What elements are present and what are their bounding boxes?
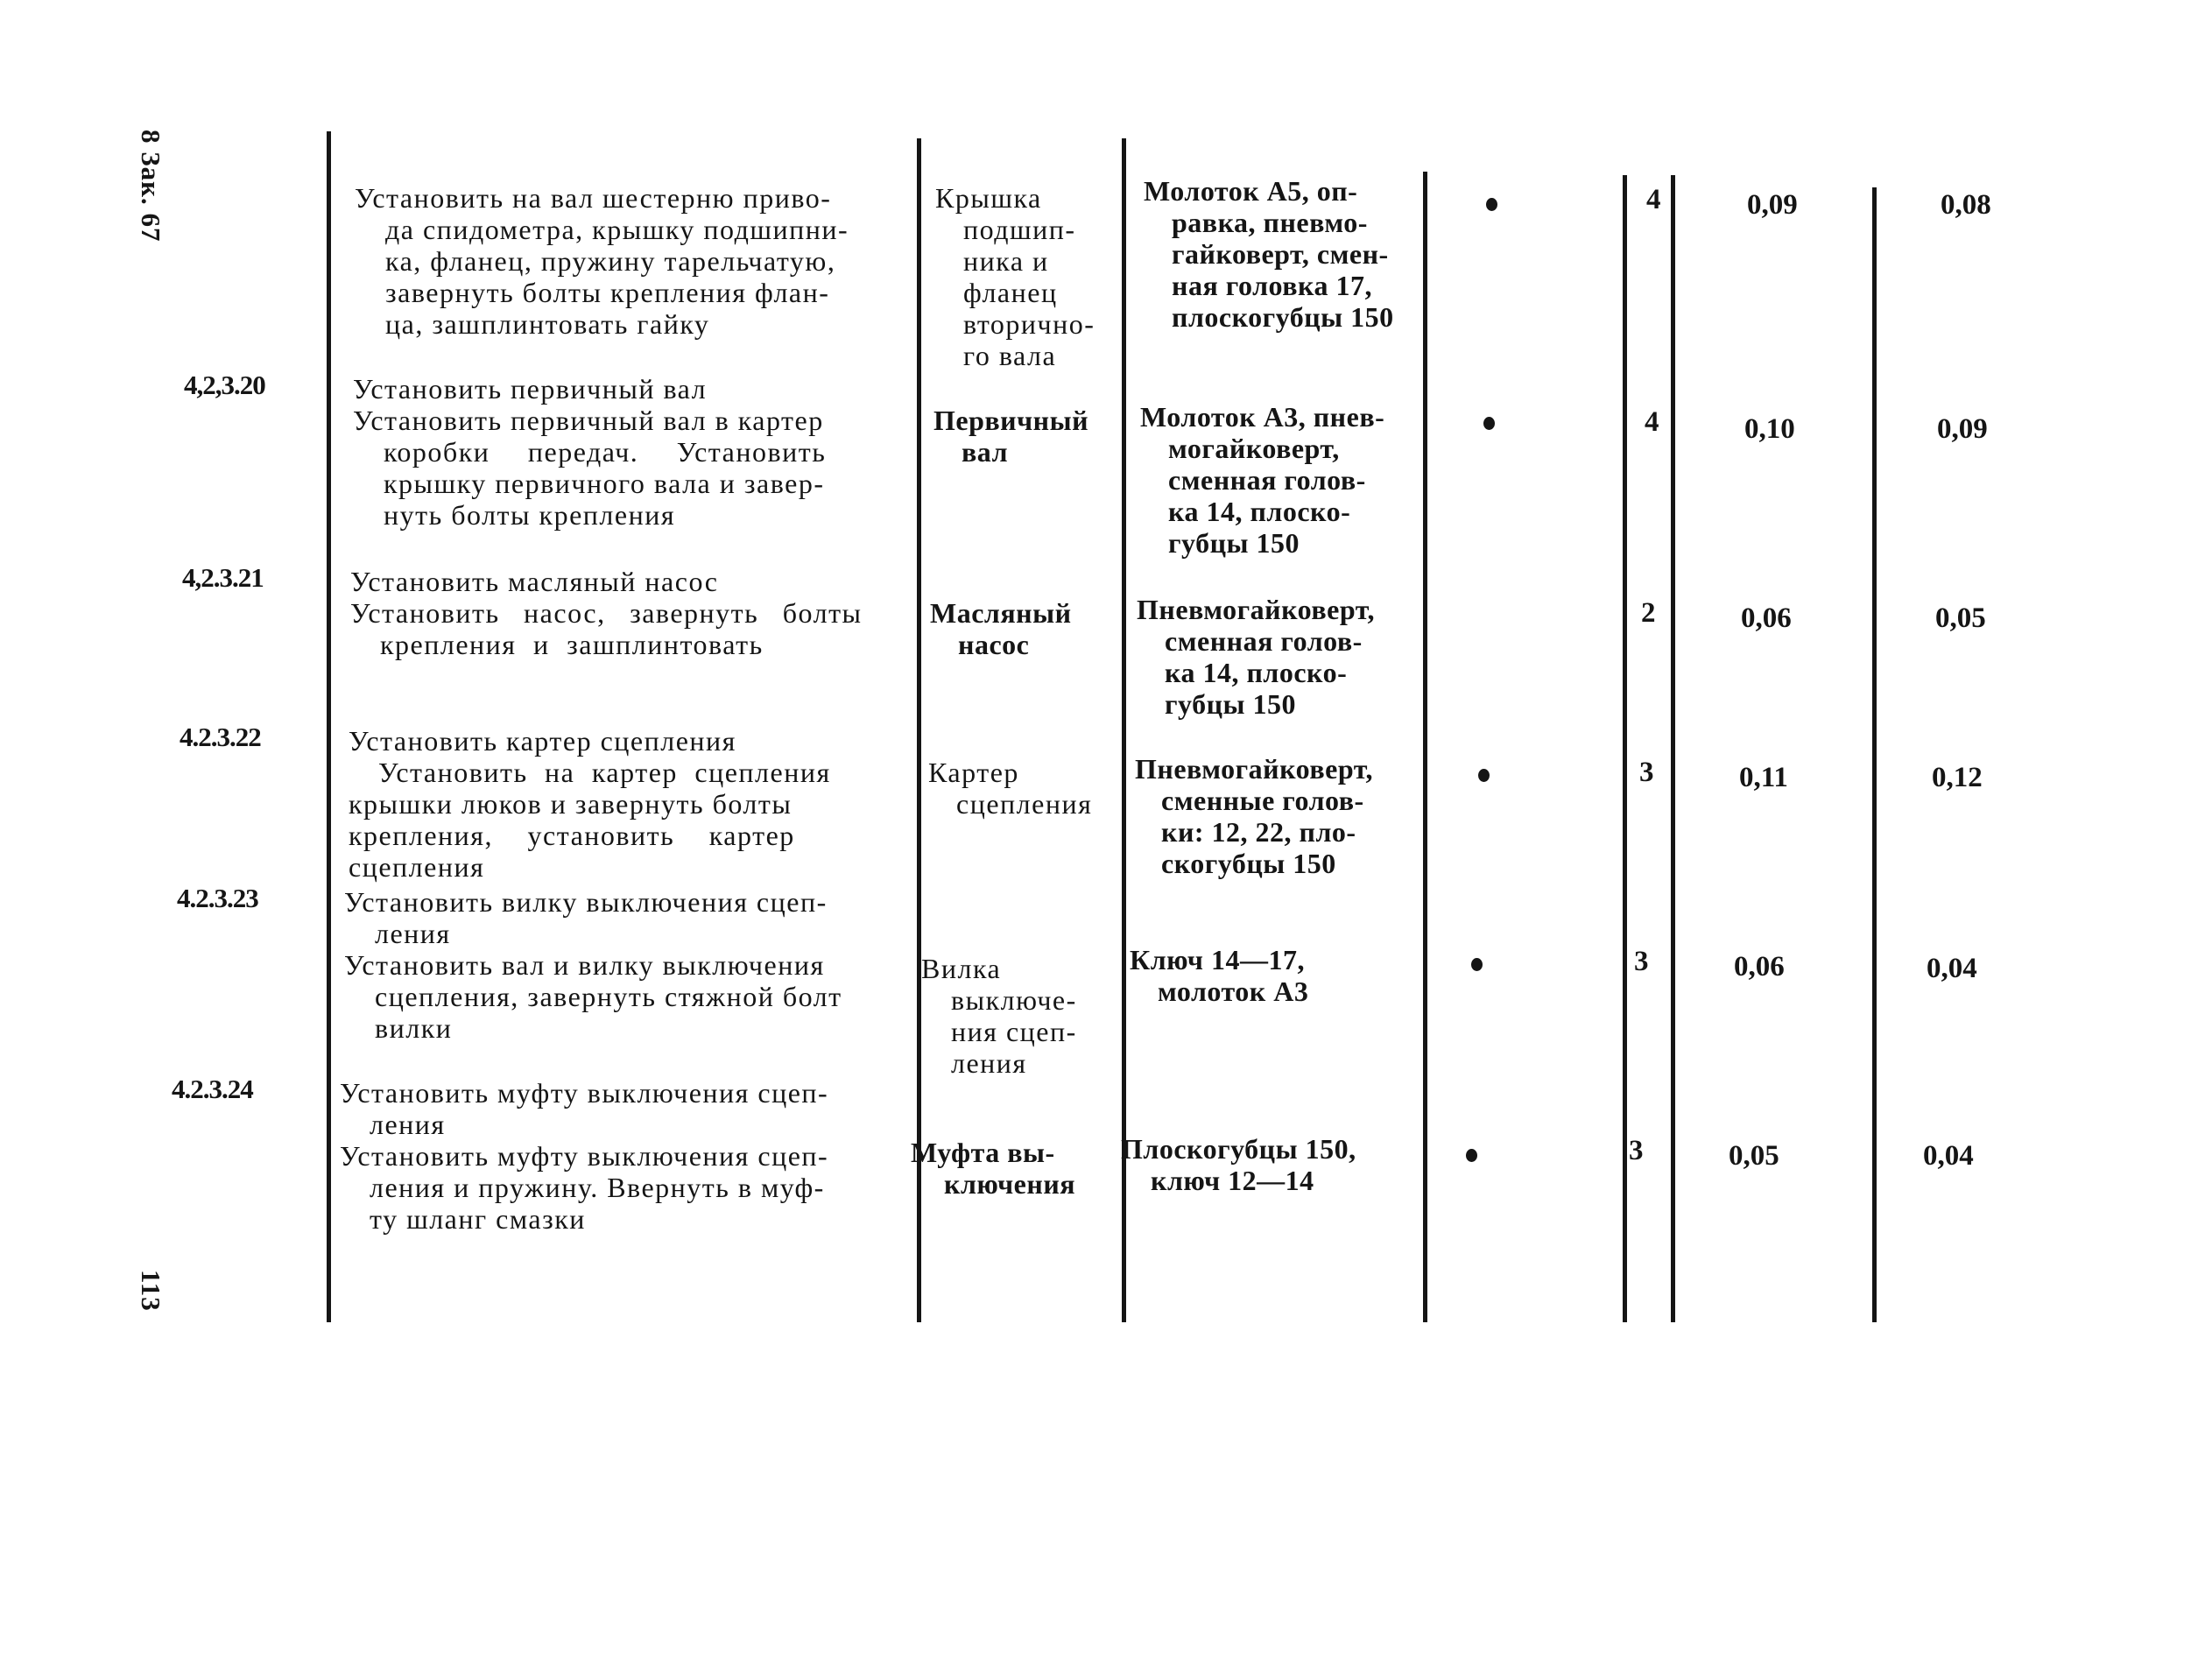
work-line: завернуть болты крепления флан- xyxy=(385,277,830,308)
tools-line: сменная голов- xyxy=(1168,464,1366,496)
work-line: ления xyxy=(375,918,451,949)
mark-dot xyxy=(1478,769,1490,782)
work-line: ка, фланец, пружину тарельчатую, xyxy=(385,245,836,277)
part-line: ключения xyxy=(944,1168,1076,1200)
row-heading: Установить масляный насос xyxy=(350,566,719,597)
tools-line: ки: 12, 22, пло- xyxy=(1161,816,1356,848)
tools-line: равка, пневмо- xyxy=(1172,207,1368,238)
time-b-value: 0,08 xyxy=(1941,189,1991,221)
tools-line: Молоток А3, пнев- xyxy=(1140,401,1385,433)
table-rule-4 xyxy=(1423,172,1427,1322)
part-line: сцепления xyxy=(956,788,1093,820)
part-line: Крышка xyxy=(935,182,1042,214)
table-rule-7 xyxy=(1872,187,1877,1322)
work-line: ца, зашплинтовать гайку xyxy=(385,308,710,340)
work-line: сцепления xyxy=(349,851,485,883)
grade-value: 3 xyxy=(1629,1135,1644,1166)
time-b-value: 0,04 xyxy=(1923,1140,1974,1172)
work-line: крепления, установить картер xyxy=(349,820,795,851)
tools-line: Молоток А5, оп- xyxy=(1144,175,1358,207)
work-line: ту шланг смазки xyxy=(370,1203,586,1235)
tools-line: Плоскогубцы 150, xyxy=(1121,1133,1356,1165)
part-line: выключе- xyxy=(951,984,1077,1016)
tools-line: губцы 150 xyxy=(1168,527,1300,559)
tools-line: Ключ 14—17, xyxy=(1130,944,1305,975)
work-line: Установить вилку выключения сцеп- xyxy=(344,886,828,918)
row-code: 4,2.3.21 xyxy=(182,562,264,593)
row-heading: Установить картер сцепления xyxy=(349,725,736,757)
work-line: крышку первичного вала и завер- xyxy=(384,468,825,499)
work-line: да спидометра, крышку подшипни- xyxy=(385,214,849,245)
work-line: Установить муфту выключения сцеп- xyxy=(340,1140,829,1172)
time-a-value: 0,06 xyxy=(1734,951,1785,982)
part-line: Масляный xyxy=(930,597,1072,629)
mark-dot xyxy=(1483,417,1495,430)
work-line: Установить первичный вал в картер xyxy=(353,405,824,436)
tools-line: Пневмогайковерт, xyxy=(1137,594,1375,625)
work-line: вилки xyxy=(375,1012,453,1044)
tools-line: сменная голов- xyxy=(1165,625,1363,657)
time-b-value: 0,09 xyxy=(1937,413,1988,445)
tools-line: ключ 12—14 xyxy=(1151,1165,1314,1196)
work-line: Установить вал и вилку выключения xyxy=(344,949,825,981)
part-line: насос xyxy=(958,629,1030,660)
tools-line: могайковерт, xyxy=(1168,433,1340,464)
work-line: Установить насос, завернуть болты xyxy=(350,597,863,629)
work-line: ления и пружину. Ввернуть в муф- xyxy=(370,1172,825,1203)
tools-line: ка 14, плоско- xyxy=(1165,657,1348,688)
work-line: Установить на вал шестерню приво- xyxy=(355,182,832,214)
grade-value: 4 xyxy=(1646,184,1661,215)
row-code: 4.2.3.22 xyxy=(180,722,261,752)
time-a-value: 0,05 xyxy=(1729,1140,1779,1172)
grade-value: 4 xyxy=(1645,406,1659,438)
time-b-value: 0,12 xyxy=(1932,762,1983,793)
row-code: 4.2.3.23 xyxy=(177,883,258,913)
part-line: фланец xyxy=(963,277,1058,308)
part-line: вал xyxy=(962,436,1009,468)
table-rule-1 xyxy=(327,131,331,1322)
part-line: Первичный xyxy=(933,405,1089,436)
work-line: сцепления, завернуть стяжной болт xyxy=(375,981,842,1012)
table-rule-5 xyxy=(1623,175,1627,1322)
work-line: коробки передач. Установить xyxy=(384,436,827,468)
mark-dot xyxy=(1471,958,1483,971)
part-line: вторично- xyxy=(963,308,1095,340)
part-line: го вала xyxy=(963,340,1057,371)
work-line: Установить муфту выключения сцеп- xyxy=(340,1077,829,1109)
page-number: 113 xyxy=(136,1270,166,1312)
part-line: ника и xyxy=(963,245,1049,277)
tools-line: Пневмогайковерт, xyxy=(1135,753,1373,785)
tools-line: сменные голов- xyxy=(1161,785,1364,816)
tools-line: ная головка 17, xyxy=(1172,270,1372,301)
part-line: Муфта вы- xyxy=(911,1137,1055,1168)
time-b-value: 0,04 xyxy=(1927,953,1977,984)
grade-value: 2 xyxy=(1641,597,1656,629)
tools-line: скогубцы 150 xyxy=(1161,848,1336,879)
part-line: подшип- xyxy=(963,214,1076,245)
row-code: 4,2,3.20 xyxy=(184,370,265,400)
time-a-value: 0,09 xyxy=(1747,189,1798,221)
tools-line: ка 14, плоско- xyxy=(1168,496,1351,527)
tools-line: плоскогубцы 150 xyxy=(1172,301,1394,333)
part-line: Картер xyxy=(928,757,1019,788)
row-code: 4.2.3.24 xyxy=(172,1074,253,1104)
tools-line: губцы 150 xyxy=(1165,688,1297,720)
work-line: ления xyxy=(370,1109,446,1140)
work-line: нуть болты крепления xyxy=(384,499,676,531)
time-a-value: 0,06 xyxy=(1741,602,1792,634)
mark-dot xyxy=(1486,198,1497,211)
part-line: ния сцеп- xyxy=(951,1016,1077,1047)
time-b-value: 0,05 xyxy=(1935,602,1986,634)
tools-line: молоток А3 xyxy=(1158,975,1309,1007)
mark-dot xyxy=(1466,1149,1477,1162)
grade-value: 3 xyxy=(1634,946,1649,977)
time-a-value: 0,11 xyxy=(1739,762,1788,793)
row-heading: Установить первичный вал xyxy=(353,373,708,405)
part-line: Вилка xyxy=(921,953,1002,984)
time-a-value: 0,10 xyxy=(1744,413,1795,445)
order-note: 8 Зак. 67 xyxy=(136,130,166,243)
work-line: Установить на картер сцепления xyxy=(378,757,831,788)
table-rule-6 xyxy=(1671,175,1675,1322)
work-line: крепления и зашплинтовать xyxy=(380,629,764,660)
work-line: крышки люков и завернуть болты xyxy=(349,788,793,820)
grade-value: 3 xyxy=(1639,757,1654,788)
tools-line: гайковерт, смен- xyxy=(1172,238,1389,270)
part-line: ления xyxy=(951,1047,1027,1079)
